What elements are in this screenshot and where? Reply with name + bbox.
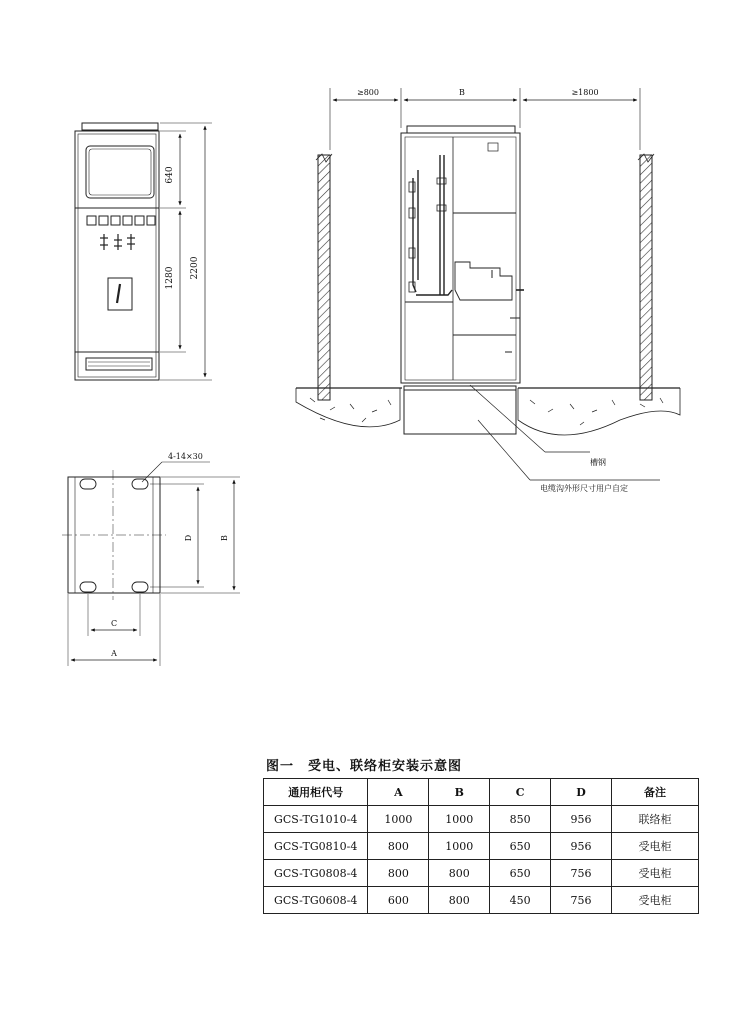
table-row: [264, 860, 699, 887]
header-a: A: [368, 779, 429, 806]
mounting-holes: [80, 479, 148, 592]
cell-b: 1000: [429, 833, 490, 860]
cabinet-side-outline: [401, 133, 520, 383]
cabinet-top-cap: [82, 123, 158, 130]
dim-1280: 1280: [165, 266, 175, 290]
table-row: [264, 806, 699, 833]
dim-640: 640: [165, 166, 175, 184]
header-remark: 备注: [611, 779, 698, 806]
operating-handle-plate: [108, 278, 132, 310]
cell-d: 956: [551, 833, 612, 860]
cell-b: 800: [429, 887, 490, 914]
cell-code: GCS-TG1010-4: [264, 806, 368, 833]
clearance-left-label: ≥800: [357, 88, 379, 97]
cabinet-front-outline: [75, 131, 159, 380]
busbars: [409, 155, 452, 295]
header-b: B: [429, 779, 490, 806]
cell-b: 1000: [429, 806, 490, 833]
cell-d: 756: [551, 887, 612, 914]
instrument-window: [86, 146, 154, 198]
soil-texture: [310, 398, 663, 425]
cell-b: 800: [429, 860, 490, 887]
mounting-hole-spec: 4-14×30: [168, 452, 203, 461]
cell-remark: 受电柜: [611, 833, 698, 860]
header-d: D: [551, 779, 612, 806]
table-header-row: [264, 779, 699, 806]
dimension-table: [263, 778, 699, 914]
cell-code: GCS-TG0608-4: [264, 887, 368, 914]
left-wall: [318, 155, 330, 400]
table-row: [264, 887, 699, 914]
cell-remark: 受电柜: [611, 860, 698, 887]
cell-d: 756: [551, 860, 612, 887]
cabinet-width-label: B: [459, 88, 465, 97]
cell-a: 1000: [368, 806, 429, 833]
cell-c: 850: [490, 806, 551, 833]
ventilation-grille: [86, 358, 152, 370]
base-view: [62, 462, 240, 666]
cell-code: GCS-TG0808-4: [264, 860, 368, 887]
cell-c: 650: [490, 860, 551, 887]
dim-d-label: D: [184, 534, 193, 542]
indicator-row: [87, 216, 155, 225]
cell-a: 800: [368, 833, 429, 860]
figure-caption: 图一 受电、联络柜安装示意图: [266, 759, 463, 774]
breaker-body: [455, 262, 512, 300]
cell-remark: 联络柜: [611, 806, 698, 833]
dim-a-label: A: [111, 649, 117, 658]
cable-trench-note: 电缆沟外形尺寸用户自定: [540, 484, 628, 493]
table-row: [264, 833, 699, 860]
cable-trench: [404, 386, 516, 434]
switch-symbols: [100, 234, 135, 250]
cell-c: 450: [490, 887, 551, 914]
cell-a: 600: [368, 887, 429, 914]
right-wall: [640, 155, 652, 400]
cell-remark: 受电柜: [611, 887, 698, 914]
cell-c: 650: [490, 833, 551, 860]
header-c: C: [490, 779, 551, 806]
dim-b-label: B: [220, 535, 229, 541]
header-cabinet-code: 通用柜代号: [264, 779, 368, 806]
clearance-right-label: ≥1800: [571, 88, 599, 97]
cell-a: 800: [368, 860, 429, 887]
cabinet-side-top: [407, 126, 515, 133]
side-view: [296, 88, 680, 480]
channel-steel-note: 槽钢: [590, 458, 606, 467]
dim-2200: 2200: [190, 256, 200, 280]
front-view: [75, 123, 212, 380]
dim-c-label: C: [110, 619, 118, 628]
cell-d: 956: [551, 806, 612, 833]
cell-code: GCS-TG0810-4: [264, 833, 368, 860]
